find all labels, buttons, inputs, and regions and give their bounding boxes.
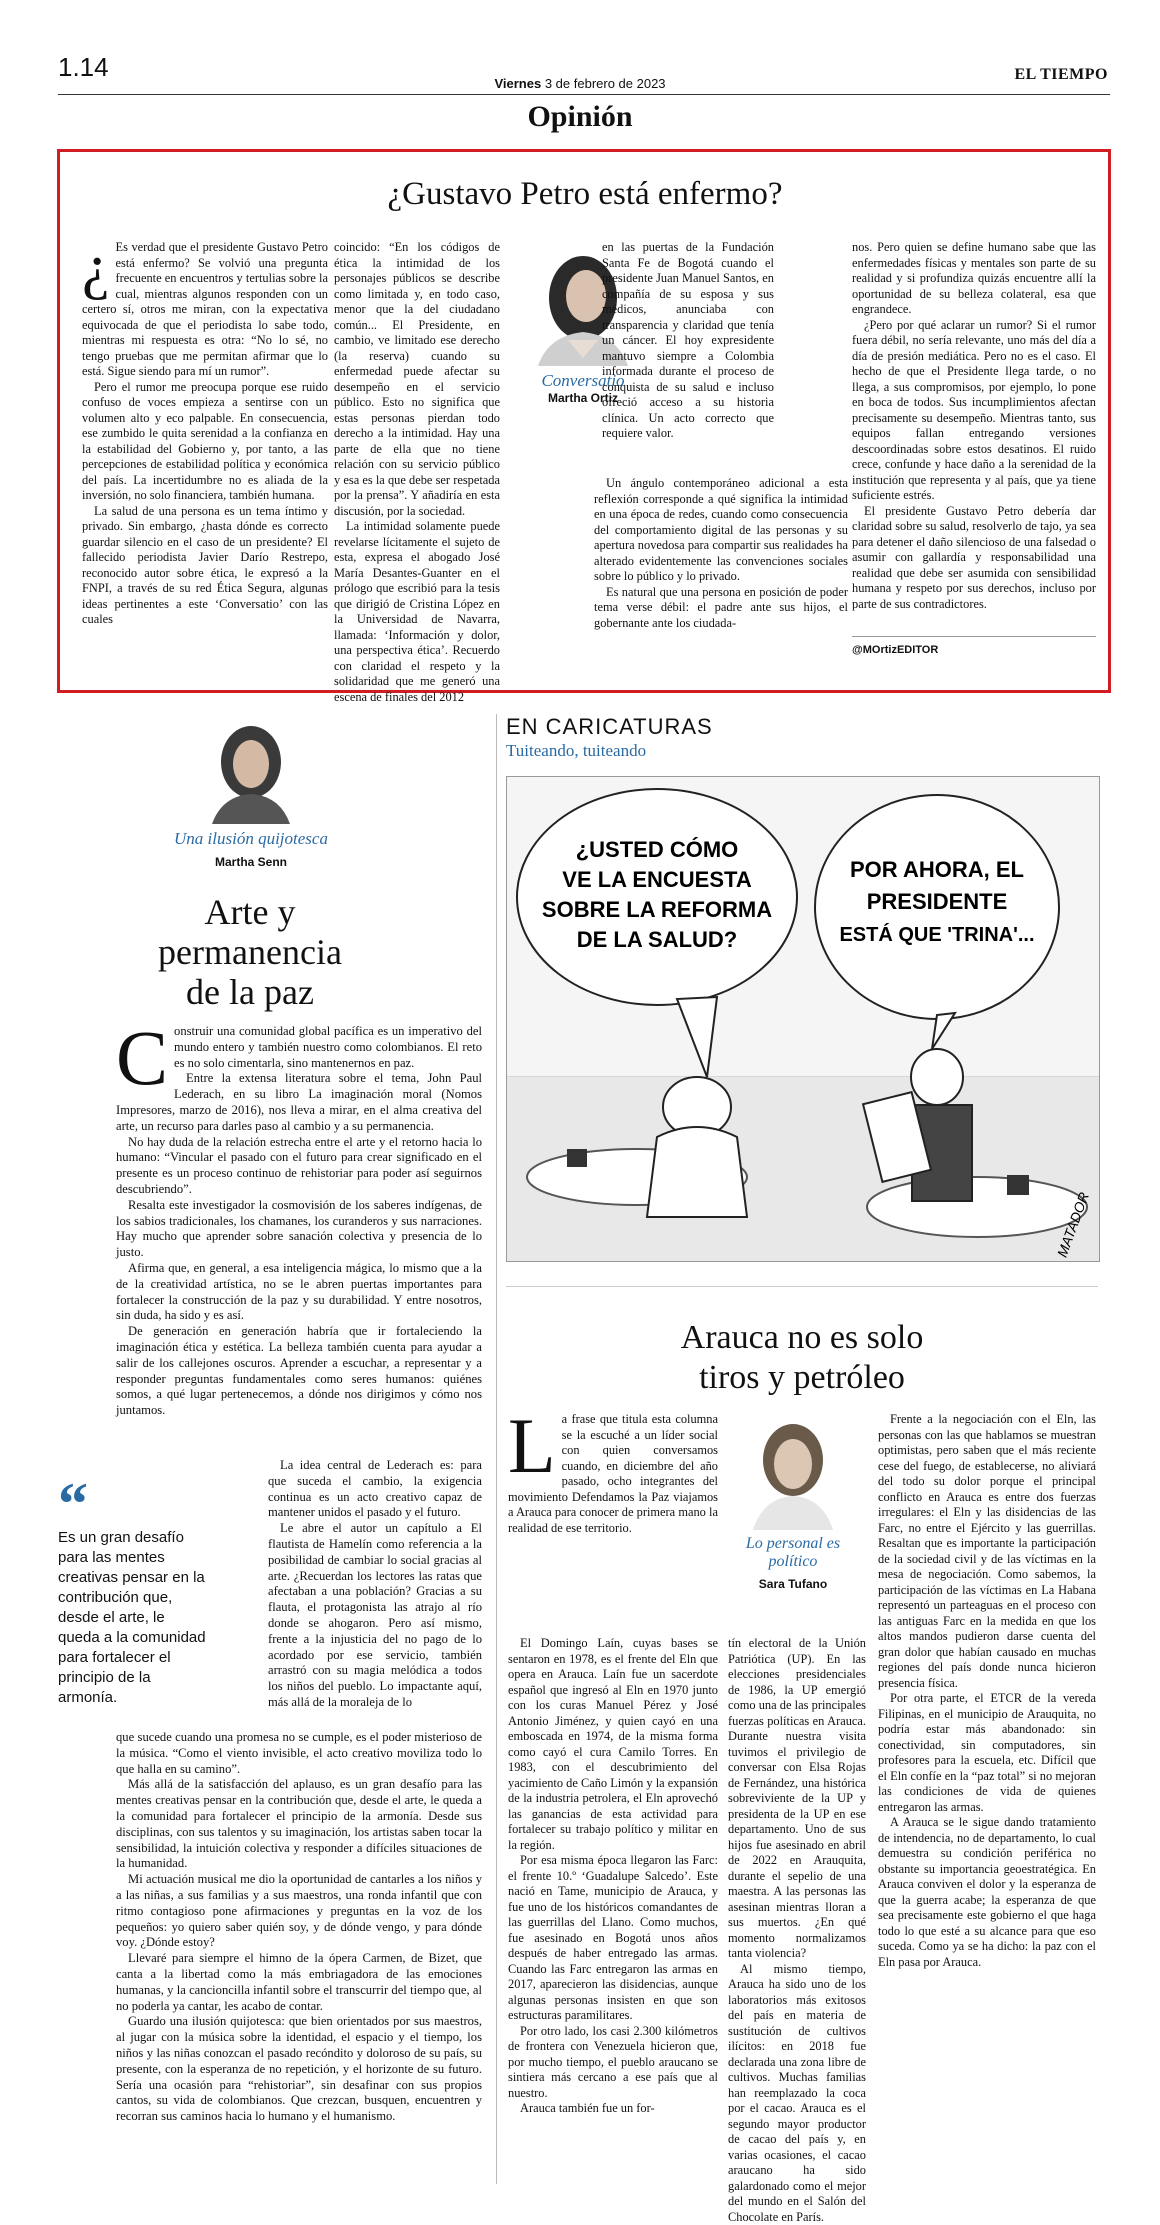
- article2-body-bottom: [116, 1730, 482, 2125]
- article2-column-name: Una ilusión quijotesca: [158, 829, 344, 849]
- article3-column-2: [728, 1636, 866, 2225]
- article1-author: Martha Ortiz: [508, 391, 658, 405]
- page-number: 1.14: [58, 52, 109, 83]
- article2-headline-line: permanencia: [120, 932, 380, 972]
- article1-column-1: [82, 240, 328, 628]
- section-title: Opinión: [0, 100, 1160, 134]
- bubble-left-line: SOBRE LA REFORMA: [542, 897, 772, 922]
- article1-paragraph: Es verdad que el presidente Gustavo Petro está enfermo? Se volvió una pregunta frecuente en encuentros y tertulias sobre la cual, mientras algunos responden con un certero sí, otros me miran, con la expectativa equivocada de que el periodista lo sabe todo, mientras mi respuesta es otra: “No lo sé, no tengo pruebas que me permitan afirmar que lo está. Sigue siendo para mí un rumor”.: [82, 240, 328, 380]
- article3-paragraph: Por otra parte, el ETCR de la vereda Filipinas, en el municipio de Arauquita, no podría estar más abandonado: sin conectividad, sin computadores, sin profesores para la escuela, etc. Difícil que el Eln confíe en la “paz total” si no mejoran las condiciones de vida de quienes entregaron las armas.: [878, 1691, 1096, 1815]
- article3-column-name-line: político: [718, 1553, 868, 1571]
- article1-headline: ¿Gustavo Petro está enfermo?: [60, 176, 1110, 213]
- article2-paragraph: Mi actuación musical me dio la oportunidad de cantarles a los niños y a las niñas, a sus familias y a sus maestros, una ronda infantil que con ritmo contagioso pone afirmaciones y preguntas en la voz de los pequeños: yo quiero saber quién soy, y de dónde vengo, y para dónde voy. ¿Dónde estoy?: [116, 1872, 482, 1951]
- article2-paragraph: onstruir una comunidad global pacífica es un imperativo del mundo entero y también nuestro como colombianos. El reto es no solo cimentarla, sino mantenernos en paz.: [116, 1024, 482, 1071]
- article1-paragraph: La salud de una persona es un tema íntimo y privado. Sin embargo, ¿hasta dónde es correcto guardar silencio en el caso de un presidente? El fallecido periodista Javier Darío Restrepo, reconocido autor sobre ética, le expresó a la FNPI, a través de su red Ética Segura, algunas ideas pertinentes a este ‘Conversatio’ con las cuales: [82, 504, 328, 628]
- article2-paragraph: No hay duda de la relación estrecha entre el arte y el retorno hacia lo humano: “Vincular el pasado con el futuro para crear significado en el presente es un proceso continuo de rehistoriar para poder así seguirnos descubriendo”.: [116, 1135, 482, 1198]
- bubble-right-line: ESTÁ QUE 'TRINA'...: [839, 923, 1034, 946]
- article2-paragraph: Le abre el autor un capítulo a El flautista de Hamelín como referencia a la posibilidad de cambiar lo social gracias al arte. ¿Recuerdan los lectores las ratas que afectaban a una población? Gracias a su flauta, el protagonista las atrajo al río donde se ahogaron. Pero así mismo, frente a la injusticia del no pago de lo acordado por ese servicio, también arrastró con su magia melódica a todos los niños del pueblo. Lo impactante aquí, más allá de la moraleja de lo: [268, 1521, 482, 1711]
- article1-column-3b: [594, 476, 848, 631]
- article3-column-name-line: Lo personal es: [718, 1535, 868, 1553]
- article2-pull-quote: [58, 1480, 210, 1708]
- cartoonist-signature: MATADOR: [1054, 1190, 1092, 1259]
- author-photo-martha-senn: [206, 714, 296, 824]
- article1-column-3: [602, 240, 774, 442]
- article3-paragraph: a frase que titula esta columna se la escuché a un líder social con quien conversamos cuando, en diciembre del año pasado, ocho integrantes del movimiento Defendamos la Paz viajamos a Arauca para conocer de primera mano la realidad de ese territorio.: [508, 1412, 718, 1536]
- article3-paragraph: tín electoral de la Unión Patriótica (UP). En las elecciones presidenciales de 1986, la UP emergió como una de las principales fuerzas políticas en Arauca. Durante nuestra visita tuvimos el privilegio de conversar con Elsa Rojas de Fernández, una histórica sobreviviente de la UP y presidenta de la UP en ese departamento. Uno de sus hijos fue asesinado en abril de 2022 en Arauquita, durante el sepelio de una maestra. A las personas las asesinan mientras lloran a sus muertos. ¿En qué momento normalizamos tanta violencia?: [728, 1636, 866, 1962]
- handle-divider: [852, 636, 1096, 637]
- article1-paragraph: El presidente Gustavo Petro debería dar claridad sobre su salud, resolverlo de tajo, ya sea para detener el daño silencioso de una falsedad o asumir con gallardía y responsabilidad una realidad que debe ser asumida con sensibilidad humana y respeto por sus derechos, incluso por parte de sus contradictores.: [852, 504, 1096, 613]
- article1-column-2: [334, 240, 500, 705]
- editorial-cartoon: [506, 776, 1100, 1262]
- article2-author-block: [158, 714, 344, 869]
- article3-paragraph: Al mismo tiempo, Arauca ha sido uno de los laboratorios más exitosos del país en materia de sustitución de cultivos ilícitos: en 2018 fue declarada una zona libre de cultivos. Muchas familias han reemplazado la coca por el cacao. Arauca es el segundo mayor productor de cacao del país y, en varias ocasiones, el cacao araucano ha sido galardonado como el mejor del mundo en el Salón del Chocolate en París.: [728, 1962, 866, 2225]
- article2-headline: [120, 892, 380, 1012]
- article2-paragraph: que sucede cuando una promesa no se cumple, es el poder misterioso de la música. “Como el viento invisible, el acto creativo moviliza todo lo que halla en su camino”.: [116, 1730, 482, 1777]
- article1-paragraph: Es natural que una persona en posición de poder tema verse débil: el padre ante sus hijos, el gobernante ante los ciudada-: [594, 585, 848, 632]
- article3-headline-line: Arauca no es solo: [506, 1318, 1098, 1358]
- article3-column-3: [878, 1412, 1096, 1970]
- article3-headline: [506, 1318, 1098, 1398]
- article3-paragraph: A Arauca se le sigue dando tratamiento de intendencia, no de departamento, lo cual demuestra su condición periférica no obstante su importancia geoestratégica. En Arauca conviven el dolor y la esperanza de que la guerra acabe; la esperanza de que sea precisamente este gobierno el que haga todo lo que esté a su alcance para que eso suceda. Como ya se ha dicho: la paz con el Eln pasa por Arauca.: [878, 1815, 1096, 1970]
- article3-author-block: [718, 1410, 868, 1591]
- article2-paragraph: De generación en generación habría que ir fortaleciendo la imaginación ética y estética. La belleza también cuenta para ayudar a salir de los callejones oscuros. Aprender a escuchar, a representar y a responder preguntas fundamentales como seres humanos: quiénes somos, a qué lugar pertenecemos, a dónde nos dirigimos y cómo nos juntamos.: [116, 1324, 482, 1419]
- article2-headline-line: Arte y: [120, 892, 380, 932]
- date-rest: 3 de febrero de 2023: [545, 76, 666, 91]
- quote-mark-icon: “: [58, 1480, 210, 1528]
- article2-paragraph: Entre la extensa literatura sobre el tema, John Paul Lederach, en su libro La imaginación moral (Nomos Impresores, marzo de 2016), nos lleva a mirar, en el alma creativa del arte, un recurso para darles paso al cambio y a su permanencia.: [116, 1071, 482, 1134]
- article2-paragraph: La idea central de Lederach es: para que suceda el cambio, la exigencia continua es un acto creativo capaz de mantener unidos el pasado y el futuro.: [268, 1458, 482, 1521]
- article2-author: Martha Senn: [158, 855, 344, 869]
- cartoon-illustration: [507, 777, 1099, 1261]
- bubble-right-line: PRESIDENTE: [867, 889, 1008, 914]
- pull-quote-text: Es un gran desafío para las mentes creativas pensar en la contribución que, desde el arte, le queda a la comunidad para fortalecer el principio de la armonía.: [58, 1528, 210, 1708]
- article3-dropcap: L: [508, 1414, 556, 1478]
- article1-author-handle: @MOrtizEDITOR: [852, 644, 938, 656]
- article1-column-name: Conversatio: [508, 371, 658, 391]
- article3-paragraph: Arauca también fue un for-: [508, 2101, 718, 2117]
- article3-paragraph: El Domingo Laín, cuyas bases se sentaron en 1978, es el frente del Eln que opera en Arauca. Laín fue un sacerdote español que ingresó al Eln en 1970 junto con los curas Manuel Pérez y José Antonio Jiménez, y quien cayó en una emboscada en 1974, de la misma forma como cayó el cura Camilo Torres. En 1983, con el descubrimiento del yacimiento de Caño Limón y la expansión de la industria petrolera, el Eln aprovechó las ganancias de esta actividad para fortalecer su trabajo político y militar en la región.: [508, 1636, 718, 1853]
- bubble-left-line: DE LA SALUD?: [577, 927, 738, 952]
- article2-paragraph: Más allá de la satisfacción del aplauso, es un gran desafío para las mentes creativas pensar en la contribución que, desde el arte, le queda a la comunidad para fortalecer el principio de la armonía. Desde sus disciplinas, con sus talentos y su imaginación, los artistas saben tocar la sensibilidad, la intuición colectiva y responder a difíciles situaciones de la humanidad.: [116, 1777, 482, 1872]
- article2-body-narrow: [268, 1458, 482, 1711]
- brand-logo: EL TIEMPO: [1014, 66, 1108, 84]
- cartoon-subtitle: Tuiteando, tuiteando: [506, 741, 646, 761]
- column-divider: [496, 714, 497, 2184]
- bubble-left-line: ¿USTED CÓMO: [576, 837, 739, 862]
- article3-paragraph: Por otro lado, los casi 2.300 kilómetros de frontera con Venezuela hicieron que, por mucho tiempo, el pueblo araucano se sintiera más cercano a ese país que al nuestro.: [508, 2024, 718, 2102]
- article1-paragraph: nos. Pero quien se define humano sabe que las enfermedades físicas y mentales son parte de su realidad y si profundiza quizás encuentre allí la oportunidad de su belleza colateral, esa que engrandece.: [852, 240, 1096, 318]
- article1-paragraph: Un ángulo contemporáneo adicional a esta reflexión corresponde a qué significa la intimidad en una época de redes, cuando como consecuencia del comportamiento digital de las personas y su apertura novedosa para compartir sus realidades ha alterado evidentemente las convenciones sociales sobre lo público y lo privado.: [594, 476, 848, 585]
- article3-headline-line: tiros y petróleo: [506, 1358, 1098, 1398]
- article1-dropcap: ¿: [82, 242, 110, 292]
- article2-paragraph: Guardo una ilusión quijotesca: que bien orientados por sus maestros, al jugar con la música sobre la identidad, el espacio y el tiempo, los niños y las niñas conozcan el pasado recóndito y doloroso de su país, su presente, con la esperanza de no repetición, y el horizonte de su futuro. Sería una ocasión para “rehistoriar”, sin desafinar con sus propios cantos, su vida de colombianos. Que crezcan, busquen, encuentren y recorran sus caminos hacia lo humano y el humanismo.: [116, 2014, 482, 2125]
- header-divider: [58, 94, 1110, 95]
- article1-paragraph: Pero el rumor me preocupa porque ese ruido confuso de voces empieza a sentirse con un volumen alto y eco palpable. En consecuencia, ese zumbido le quita serenidad a la confianza en la estabilidad del Gobierno y, por tanto, a las percepciones de estabilidad política y económica del país. La incertidumbre no es aliada de la inversión, no solo financiera, también humana.: [82, 380, 328, 504]
- article3-column-name: [718, 1535, 868, 1571]
- article1-paragraph: ¿Pero por qué aclarar un rumor? Si el rumor fuera débil, no sería relevante, uno más del día a día de presión mediática. Pero no es el caso. El hecho de que el Presidente llega tarde, o no llega, a sus compromisos, por ejemplo, lo pone en boca de todos. Sus incumplimientos afectan precisamente su desempeño. Mientras tanto, sus equipos fallan entregando versiones descoordinadas sobre estos desatinos. El ruido crece, confunde y hace daño a la serenidad de la institución que representa y al país, que ya tiene suficiente estrés.: [852, 318, 1096, 504]
- article3-column-1: [508, 1636, 718, 2117]
- article2-headline-line: de la paz: [120, 972, 380, 1012]
- article2-paragraph: Resalta este investigador la cosmovisión de los saberes indígenas, de los sabios tradicionales, los chamanes, los curanderos y sus narraciones. Hay mucho que aprender sobre sanación colectiva y presencia de lo justo.: [116, 1198, 482, 1261]
- article3-column-1-top: [508, 1412, 718, 1536]
- article3-paragraph: Frente a la negociación con el Eln, las personas con las que hablamos se muestran optimistas, pero saben que el más reciente cese del fuego, de establecerse, no aliviará del todo su dolor porque el principal conflicto en Arauca es entre dos fuerzas irregulares: el Eln y las disidencias de las Farc, no entre el Ejército y las guerrillas. Resaltan que es importante la participación de la sociedad civil y de las víctimas en la mesa de negociación. Como sabemos, la participación de las víctimas en La Habana representó un parteaguas en el proceso con las antiguas Farc en la medida en que los altos mandos pudieron darse cuenta del gran dolor que habían causado en muchas regiones del país donde nunca hicieron presencia física.: [878, 1412, 1096, 1691]
- article3-author: Sara Tufano: [718, 1577, 868, 1591]
- bubble-right-line: POR AHORA, EL: [850, 857, 1024, 882]
- article2-body-top: [116, 1024, 482, 1419]
- article2-paragraph: Llevaré para siempre el himno de la ópera Carmen, de Bizet, que canta a la libertad como la más embriagadora de las emociones humanas, y la cancioncilla infantil sobre el transcurrir del tiempo que, al no poderla ya cantar, les acabo de contar.: [116, 1951, 482, 2014]
- article1-paragraph: coincido: “En los códigos de ética la intimidad de los personajes públicos se describe como limitada y, en todo caso, menor que la del ciudadano común... El Presidente, en cambio, ve limitado ese derecho (la reserva) cuando su enfermedad puede afectar su desempeño en el servicio público. Esto no significa que estas personas pierdan todo derecho a la intimidad. Hay una parte de ella que no tiene relación con su servicio público y esa es la que debe ser respetada por la prensa”. Y añadiría en esta discusión, por la sociedad.: [334, 240, 500, 519]
- article2-paragraph: Afirma que, en general, a esa inteligencia mágica, lo mismo que a la de la creatividad artística, no se le abren puertas importantes para fortalecer la construcción de la paz y su durabilidad. Y entre nosotros, sin duda, ha sido y es así.: [116, 1261, 482, 1324]
- bubble-left-line: VE LA ENCUESTA: [562, 867, 752, 892]
- article1-paragraph: La intimidad solamente puede revelarse lícitamente el sujeto de esta, expresa el abogado José María Desantes-Guanter en el prólogo que escribió para la tesis que dirigió de Cristina López en la Universidad de Navarra, llamada: ‘Información y dolor, una perspectiva ética’. Recuerdo con claridad el respeto y la solidaridad que me generó una escena de finales del 2012: [334, 519, 500, 705]
- article3-paragraph: Por esa misma época llegaron las Farc: el frente 10.º ‘Guadalupe Salcedo’. Este nació en Tame, municipio de Arauca, y fue uno de los históricos comandantes de las guerrillas del Llano. Como muchos, fue asesinado en Bogotá unos años después de haber entregado las armas. Cuando las Farc entregaron las armas en 2017, aparecieron las disidencias, aunque algunas personas insisten en que son estructuras paramilitares.: [508, 1853, 718, 2024]
- section-divider: [506, 1286, 1098, 1287]
- date-day: Viernes: [494, 76, 541, 91]
- author-photo-sara-tufano: [745, 1410, 841, 1530]
- page-date: [0, 76, 1160, 91]
- article2-dropcap: C: [116, 1026, 168, 1090]
- cartoon-section-header: EN CARICATURAS: [506, 714, 713, 740]
- article1-paragraph: en las puertas de la Fundación Santa Fe de Bogotá cuando el presidente Juan Manuel Santos, en compañía de su esposa y sus médicos, anunciaba con transparencia y claridad que tenía un cáncer. El hoy expresidente mantuvo siempre a Colombia informada durante el proceso de conquista de su salud e incluso ofreció acceso a su historia clínica. Un acto correcto que requiere valor.: [602, 240, 774, 442]
- article1-column-4: [852, 240, 1096, 612]
